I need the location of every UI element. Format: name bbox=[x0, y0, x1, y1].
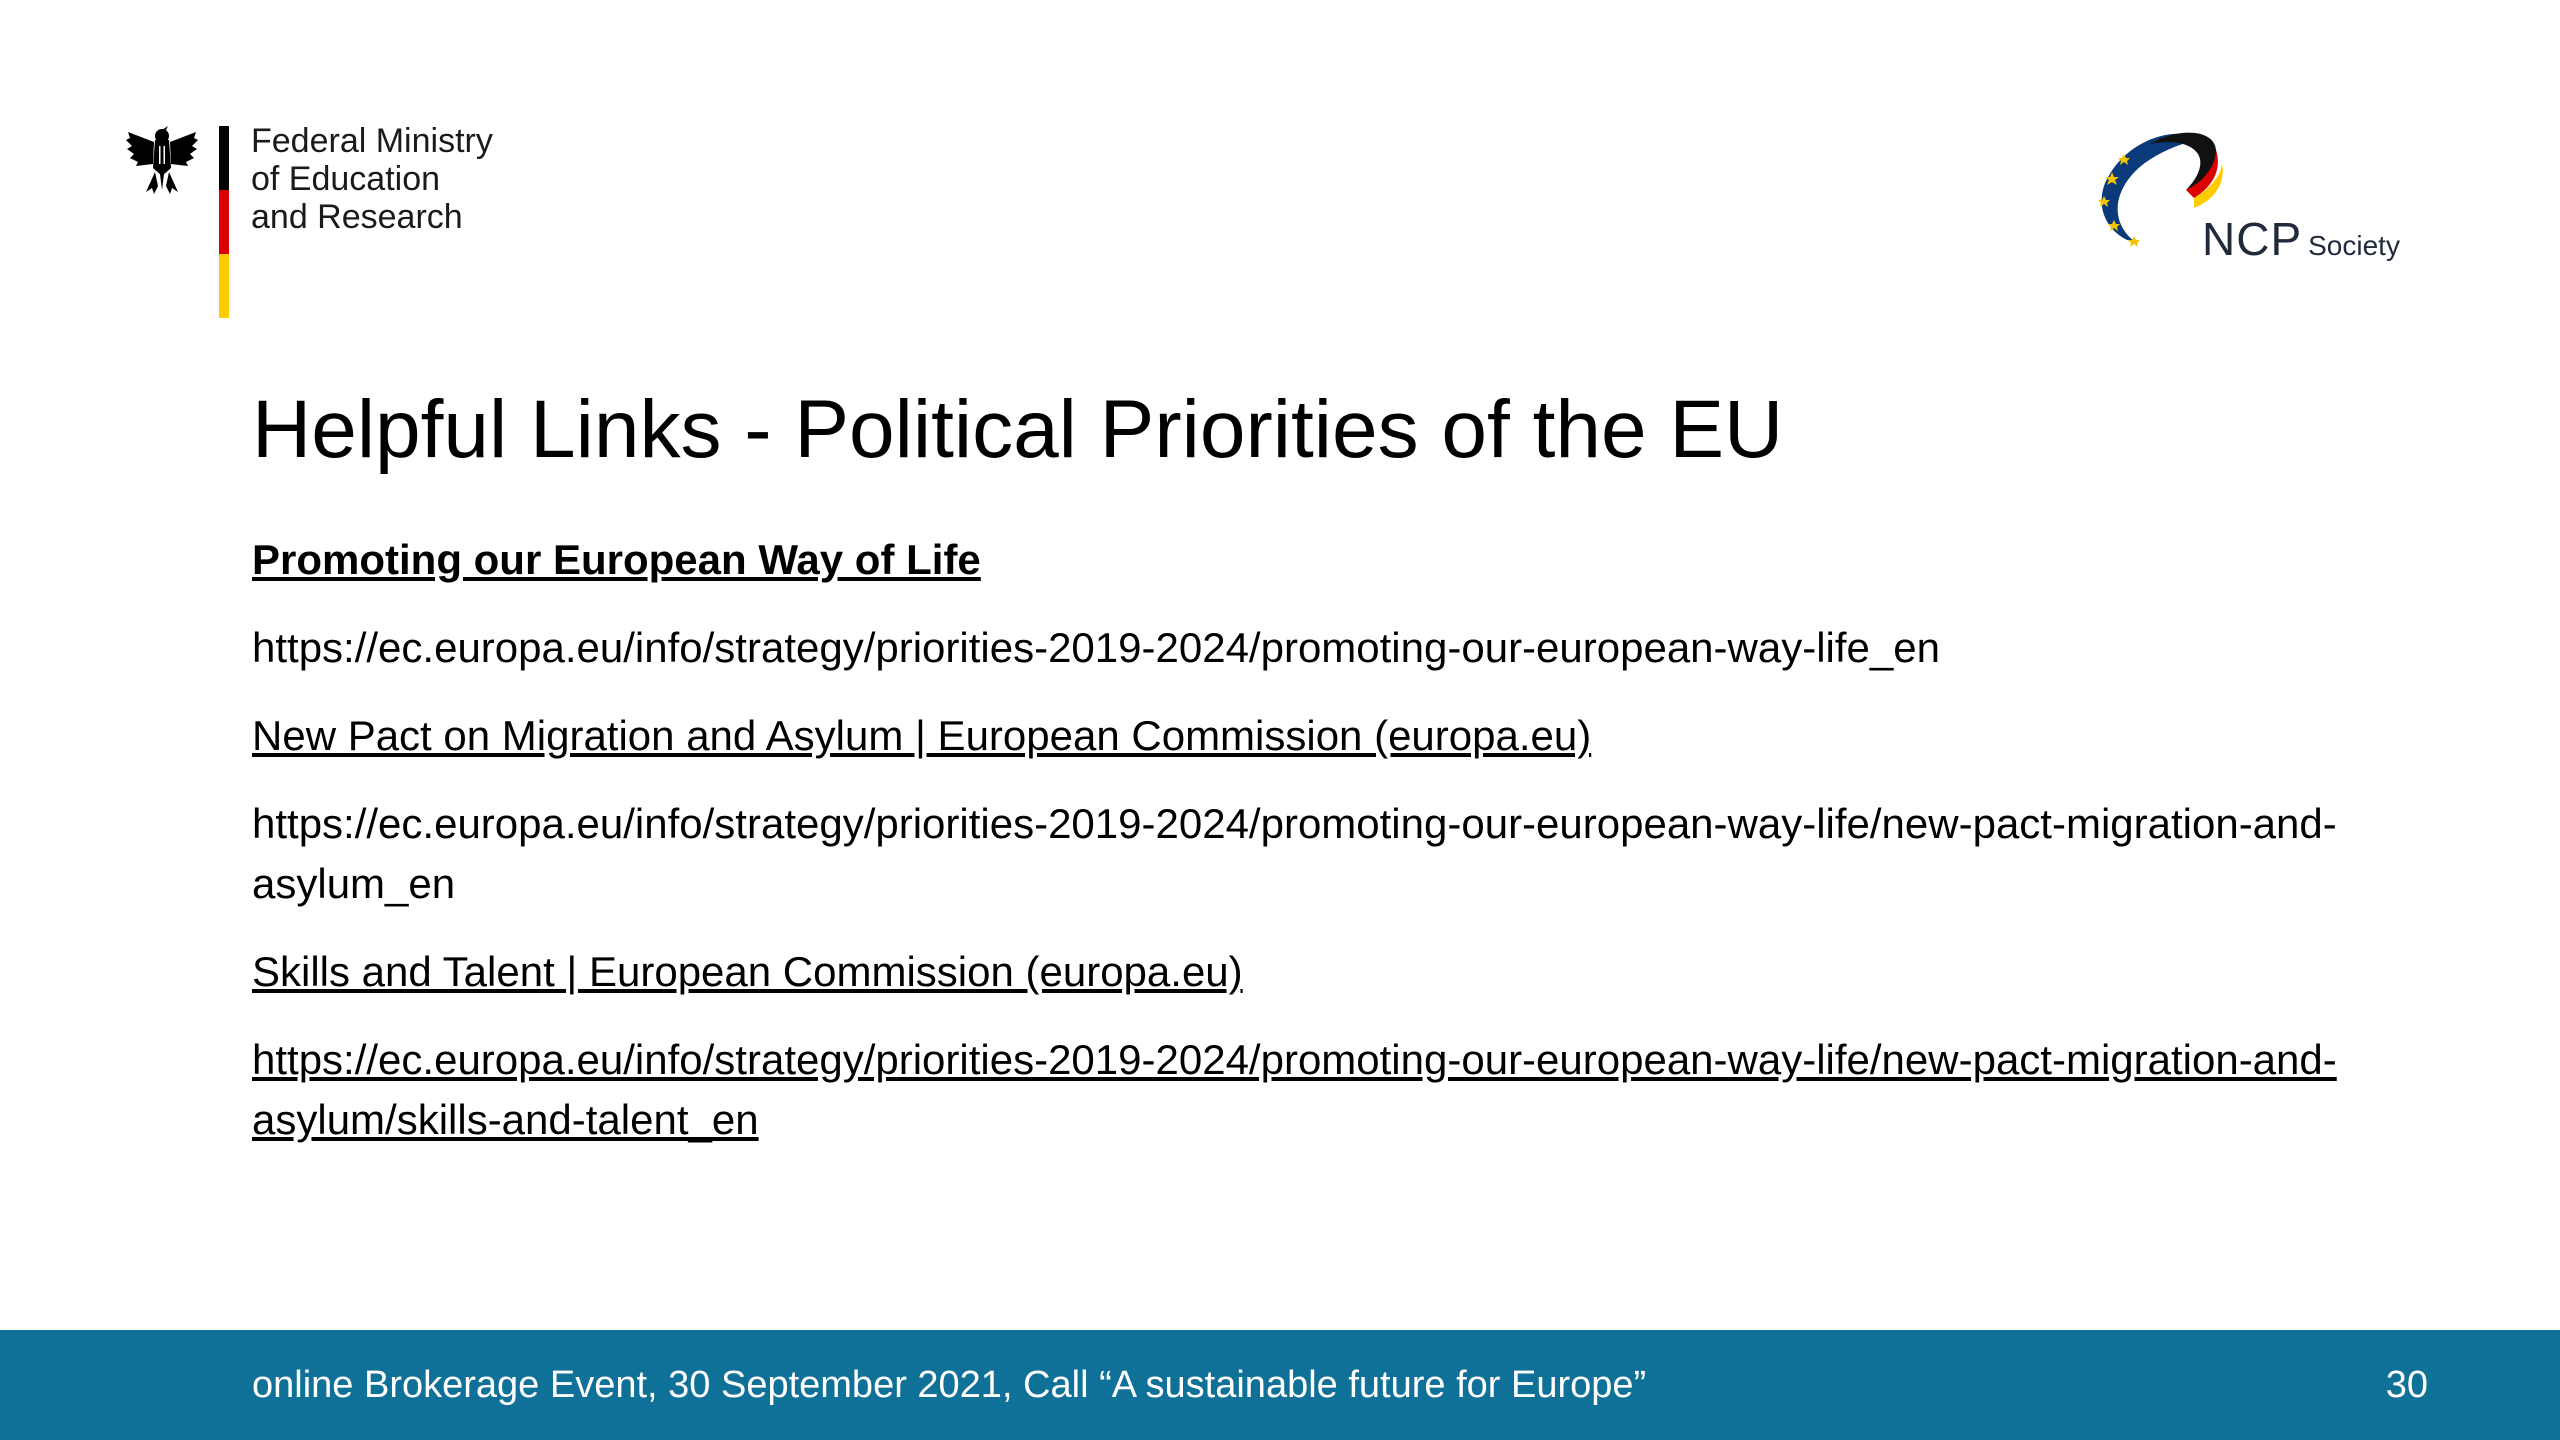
ncp-name: NCP bbox=[2202, 213, 2303, 265]
link-new-pact-migration[interactable]: New Pact on Migration and Asylum | European Commission (europa.eu) bbox=[252, 712, 1592, 759]
section-heading: Promoting our European Way of Life bbox=[252, 536, 981, 583]
page-number: 30 bbox=[2385, 1364, 2428, 1406]
ministry-name-line: and Research bbox=[251, 198, 463, 236]
footer-text: online Brokerage Event, 30 September 2021, Call “A sustainable future for Europe” bbox=[252, 1364, 1647, 1406]
ministry-name-line: of Education bbox=[251, 160, 441, 198]
ministry-name-line: Federal Ministry bbox=[251, 122, 493, 160]
ncp-wordmark bbox=[2202, 212, 2400, 266]
link-skills-and-talent-url[interactable]: https://ec.europa.eu/info/strategy/priorities-2019-2024/promoting-our-european-way-life/new-pact-migration-and-asylum/skills-and-talent_en bbox=[252, 1036, 2337, 1143]
url-text: https://ec.europa.eu/info/strategy/priorities-2019-2024/promoting-our-european-way-life/new-pact-migration-and-asylum_en bbox=[252, 800, 2337, 907]
ncp-society-logo bbox=[2090, 124, 2410, 274]
ncp-suffix: Society bbox=[2308, 230, 2400, 261]
flag-bar bbox=[219, 126, 229, 318]
footer-bar bbox=[0, 1330, 2560, 1440]
federal-eagle-icon bbox=[124, 122, 200, 198]
slide-title: Helpful Links - Political Priorities of the EU bbox=[252, 384, 1784, 475]
ministry-name bbox=[251, 122, 493, 236]
url-text: https://ec.europa.eu/info/strategy/priorities-2019-2024/promoting-our-european-way-life_en bbox=[252, 624, 1940, 671]
link-skills-and-talent[interactable]: Skills and Talent | European Commission (europa.eu) bbox=[252, 948, 1243, 995]
slide-body bbox=[252, 530, 2352, 1178]
ministry-logo bbox=[124, 122, 544, 322]
